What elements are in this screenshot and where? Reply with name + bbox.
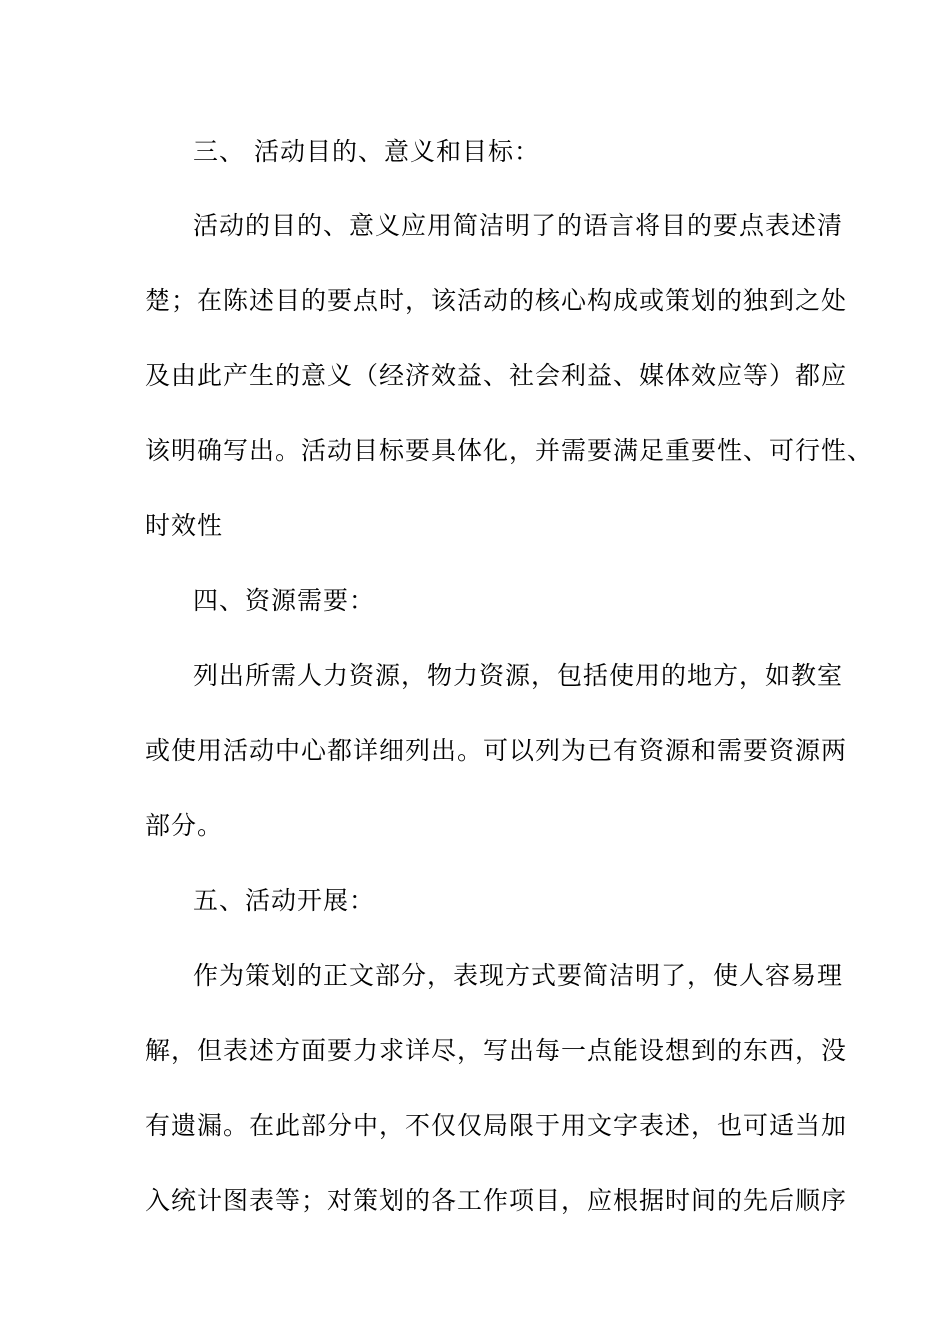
paragraph-line: 时效性: [145, 511, 224, 540]
paragraph-line: 入统计图表等；对策划的各工作项目，应根据时间的先后顺序: [145, 1186, 848, 1215]
paragraph-line: 或使用活动中心都详细列出。可以列为已有资源和需要资源两: [145, 736, 848, 765]
paragraph-line: 作为策划的正文部分，表现方式要简洁明了，使人容易理: [193, 961, 844, 990]
paragraph-line: 楚；在陈述目的要点时，该活动的核心构成或策划的独到之处: [145, 286, 848, 315]
paragraph-line: 及由此产生的意义（经济效益、社会利益、媒体效应等）都应: [145, 361, 848, 390]
paragraph-line: 部分。: [145, 811, 224, 840]
paragraph-line: 活动的目的、意义应用简洁明了的语言将目的要点表述清: [193, 211, 844, 240]
section-heading-3: 三、 活动目的、意义和目标：: [193, 137, 540, 166]
section-heading-4: 四、资源需要：: [193, 586, 376, 615]
section-heading-5: 五、活动开展：: [193, 886, 376, 915]
paragraph-line: 列出所需人力资源，物力资源，包括使用的地方，如教室: [193, 661, 844, 690]
paragraph-line: 有遗漏。在此部分中，不仅仅局限于用文字表述，也可适当加: [145, 1111, 848, 1140]
paragraph-line: 解，但表述方面要力求详尽，写出每一点能设想到的东西，没: [145, 1036, 848, 1065]
paragraph-line: 该明确写出。活动目标要具体化，并需要满足重要性、可行性、: [145, 436, 874, 465]
